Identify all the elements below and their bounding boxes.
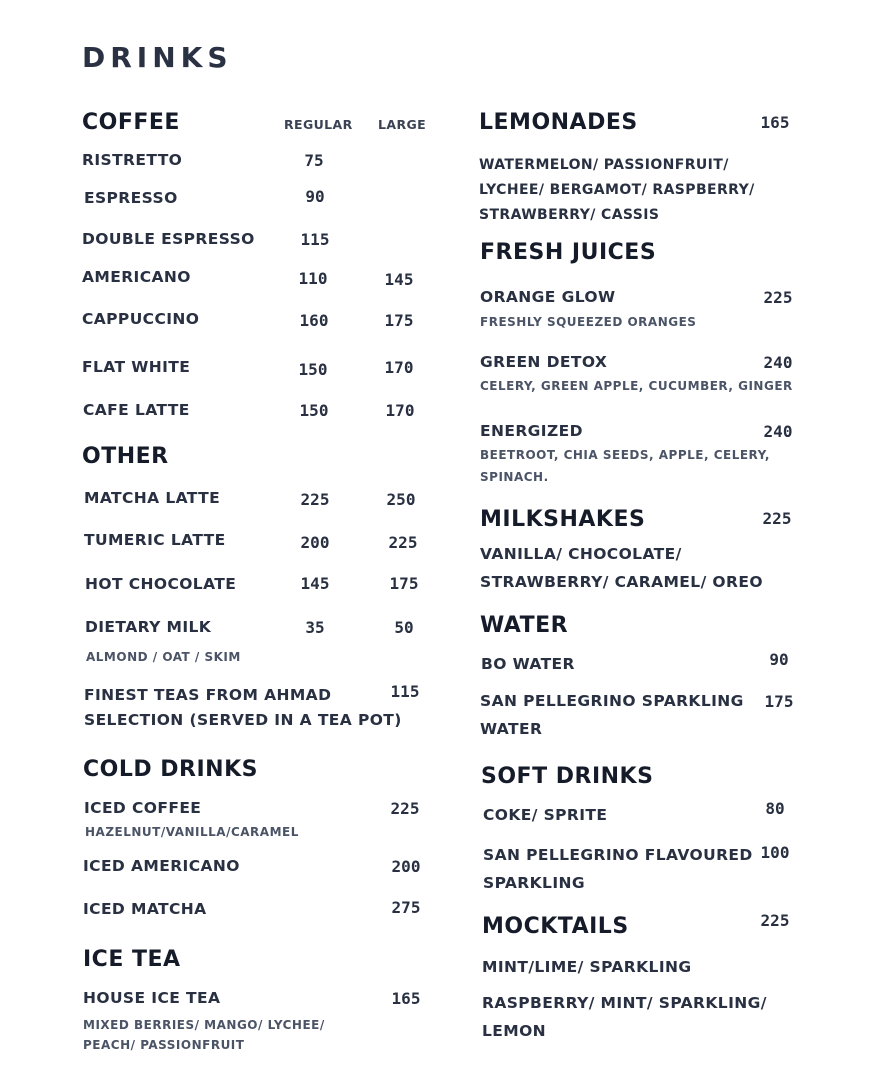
- price: 275: [391, 898, 421, 917]
- flavour-line: VANILLA/ CHOCOLATE/: [480, 545, 682, 563]
- menu-item-name: MINT/LIME/ SPARKLING: [482, 958, 692, 976]
- menu-item-name: ICED MATCHA: [83, 900, 207, 918]
- menu-item-name: ICED AMERICANO: [83, 857, 240, 875]
- price-regular: 225: [300, 490, 330, 509]
- section-heading-fresh-juices: FRESH JUICES: [480, 240, 657, 265]
- menu-item-name: DOUBLE ESPRESSO: [82, 230, 255, 248]
- price: 80: [765, 799, 785, 818]
- menu-item-name: ENERGIZED: [480, 422, 583, 440]
- price: 225: [760, 911, 790, 930]
- price-large: 170: [385, 401, 415, 420]
- price-regular: 200: [300, 533, 330, 552]
- price-regular: 150: [299, 401, 329, 420]
- section-heading-soft-drinks: SOFT DRINKS: [481, 764, 654, 789]
- price-regular: 115: [300, 230, 330, 249]
- price: 165: [760, 113, 790, 132]
- price-regular: 90: [305, 187, 325, 206]
- price-regular: 160: [299, 311, 329, 330]
- menu-item-note: PEACH/ PASSIONFRUIT: [83, 1038, 245, 1052]
- price: 225: [763, 288, 793, 307]
- price-regular: 145: [300, 574, 330, 593]
- price: 225: [762, 509, 792, 528]
- section-heading-milkshakes: MILKSHAKES: [480, 507, 646, 532]
- price: 115: [390, 682, 420, 701]
- flavour-line: WATERMELON/ PASSIONFRUIT/: [479, 157, 729, 173]
- menu-item-name: HOT CHOCOLATE: [85, 575, 237, 593]
- price-large: 175: [384, 311, 414, 330]
- menu-item-note: HAZELNUT/VANILLA/CARAMEL: [85, 825, 299, 839]
- price: 175: [764, 692, 794, 711]
- menu-item-name-cont: WATER: [480, 720, 543, 738]
- menu-item-name: CAPPUCCINO: [82, 310, 200, 328]
- menu-item-name: GREEN DETOX: [480, 353, 608, 371]
- price: 200: [391, 857, 421, 876]
- page-title: DRINKS: [82, 41, 233, 74]
- price-large: 170: [384, 358, 414, 377]
- menu-item-name: MATCHA LATTE: [84, 489, 221, 507]
- menu-item-note: MIXED BERRIES/ MANGO/ LYCHEE/: [83, 1018, 325, 1032]
- price-regular: 35: [305, 618, 325, 637]
- price-large: 175: [389, 574, 419, 593]
- flavour-line: LYCHEE/ BERGAMOT/ RASPBERRY/: [479, 182, 755, 198]
- menu-item-name-cont: LEMON: [482, 1022, 547, 1040]
- price: 225: [390, 799, 420, 818]
- menu-item-name: DIETARY MILK: [85, 618, 212, 636]
- price-large: 145: [384, 270, 414, 289]
- menu-item-name-cont: SELECTION (SERVED IN A TEA POT): [84, 711, 402, 729]
- menu-item-name: FINEST TEAS FROM AHMAD: [84, 686, 332, 704]
- flavour-line: STRAWBERRY/ CARAMEL/ OREO: [480, 573, 763, 591]
- menu-item-name: CAFE LATTE: [83, 401, 190, 419]
- menu-item-desc: CELERY, GREEN APPLE, CUCUMBER, GINGER: [480, 379, 793, 393]
- menu-item-name: ESPRESSO: [84, 189, 178, 207]
- price-regular: 150: [298, 360, 328, 379]
- flavour-line: STRAWBERRY/ CASSIS: [479, 207, 660, 223]
- section-heading-other: OTHER: [82, 444, 169, 469]
- menu-item-name: SAN PELLEGRINO FLAVOURED: [483, 846, 753, 864]
- menu-item-name: RASPBERRY/ MINT/ SPARKLING/: [482, 994, 767, 1012]
- price: 100: [760, 843, 790, 862]
- menu-item-desc: FRESHLY SQUEEZED ORANGES: [480, 315, 697, 329]
- section-heading-water: WATER: [480, 613, 569, 638]
- column-header-regular: REGULAR: [284, 117, 353, 132]
- section-heading-coffee: COFFEE: [82, 110, 180, 135]
- section-heading-cold-drinks: COLD DRINKS: [83, 757, 258, 782]
- menu-item-name: BO WATER: [481, 655, 575, 673]
- price: 165: [391, 989, 421, 1008]
- menu-item-desc: SPINACH.: [480, 470, 549, 484]
- menu-item-name: ICED COFFEE: [84, 799, 202, 817]
- section-heading-mocktails: MOCKTAILS: [482, 914, 629, 939]
- price: 240: [763, 353, 793, 372]
- section-heading-lemonades: LEMONADES: [479, 110, 638, 135]
- menu-item-note: ALMOND / OAT / SKIM: [86, 650, 241, 664]
- menu-item-name: AMERICANO: [82, 268, 191, 286]
- menu-item-name: RISTRETTO: [82, 151, 183, 169]
- menu-item-name: TUMERIC LATTE: [84, 531, 226, 549]
- menu-item-name-cont: SPARKLING: [483, 874, 585, 892]
- price-large: 225: [388, 533, 418, 552]
- menu-item-name: SAN PELLEGRINO SPARKLING: [480, 692, 744, 710]
- price-regular: 75: [304, 151, 324, 170]
- menu-item-name: COKE/ SPRITE: [483, 806, 608, 824]
- section-heading-ice-tea: ICE TEA: [83, 947, 181, 972]
- menu-item-name: HOUSE ICE TEA: [83, 989, 221, 1007]
- menu-item-name: FLAT WHITE: [82, 358, 191, 376]
- price: 90: [769, 650, 789, 669]
- column-header-large: LARGE: [378, 117, 427, 132]
- menu-item-name: ORANGE GLOW: [480, 288, 616, 306]
- price-large: 250: [386, 490, 416, 509]
- menu-item-desc: BEETROOT, CHIA SEEDS, APPLE, CELERY,: [480, 448, 770, 462]
- price-large: 50: [394, 618, 414, 637]
- price: 240: [763, 422, 793, 441]
- price-regular: 110: [298, 269, 328, 288]
